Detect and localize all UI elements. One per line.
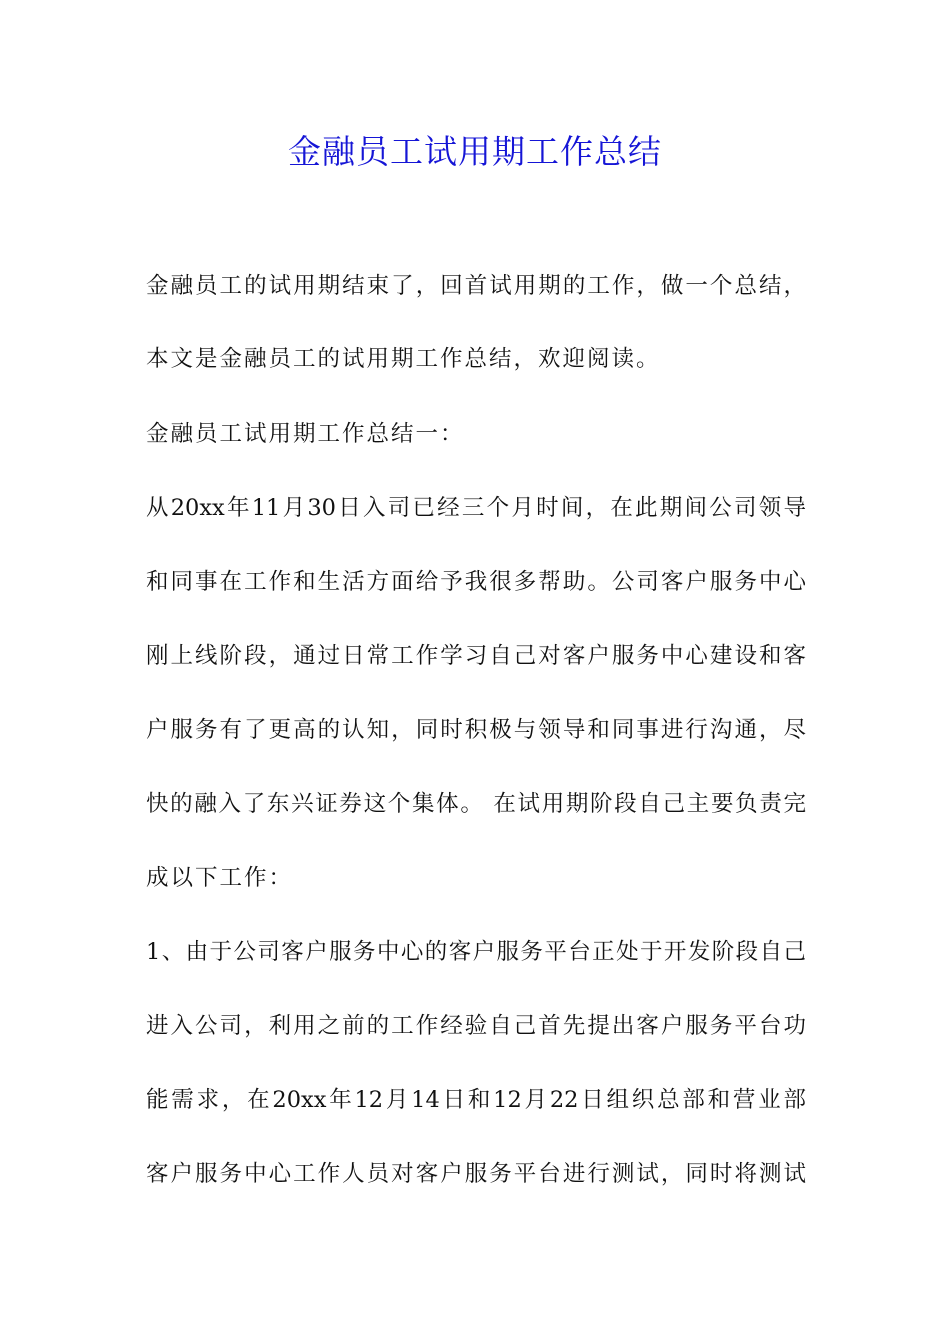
document-title: 金融员工试用期工作总结 (288, 132, 662, 171)
paragraph-line: 从20xx年11月30日入司已经三个月时间，在此期间公司领导 (146, 495, 806, 521)
paragraph-line: 进入公司，利用之前的工作经验自己首先提出客户服务平台功 (146, 1013, 806, 1039)
paragraph-line: 和同事在工作和生活方面给予我很多帮助。公司客户服务中心 (146, 569, 806, 595)
paragraph-line: 本文是金融员工的试用期工作总结，欢迎阅读。 (146, 346, 661, 372)
paragraph-line: 户服务有了更高的认知，同时积极与领导和同事进行沟通，尽 (146, 717, 806, 743)
paragraph-line: 1、由于公司客户服务中心的客户服务平台正处于开发阶段自己 (146, 939, 806, 965)
paragraph-line: 快的融入了东兴证券这个集体。 在试用期阶段自己主要负责完 (146, 791, 806, 817)
paragraph-line: 客户服务中心工作人员对客户服务平台进行测试，同时将测试 (146, 1161, 806, 1187)
paragraph-line: 能需求，在20xx年12月14日和12月22日组织总部和营业部 (146, 1087, 806, 1113)
paragraph-line: 金融员工试用期工作总结一： (146, 421, 465, 447)
paragraph-line: 刚上线阶段，通过日常工作学习自己对客户服务中心建设和客 (146, 643, 806, 669)
paragraph-line: 金融员工的试用期结束了，回首试用期的工作，做一个总结， (146, 273, 806, 299)
paragraph-line: 成以下工作： (146, 865, 294, 891)
